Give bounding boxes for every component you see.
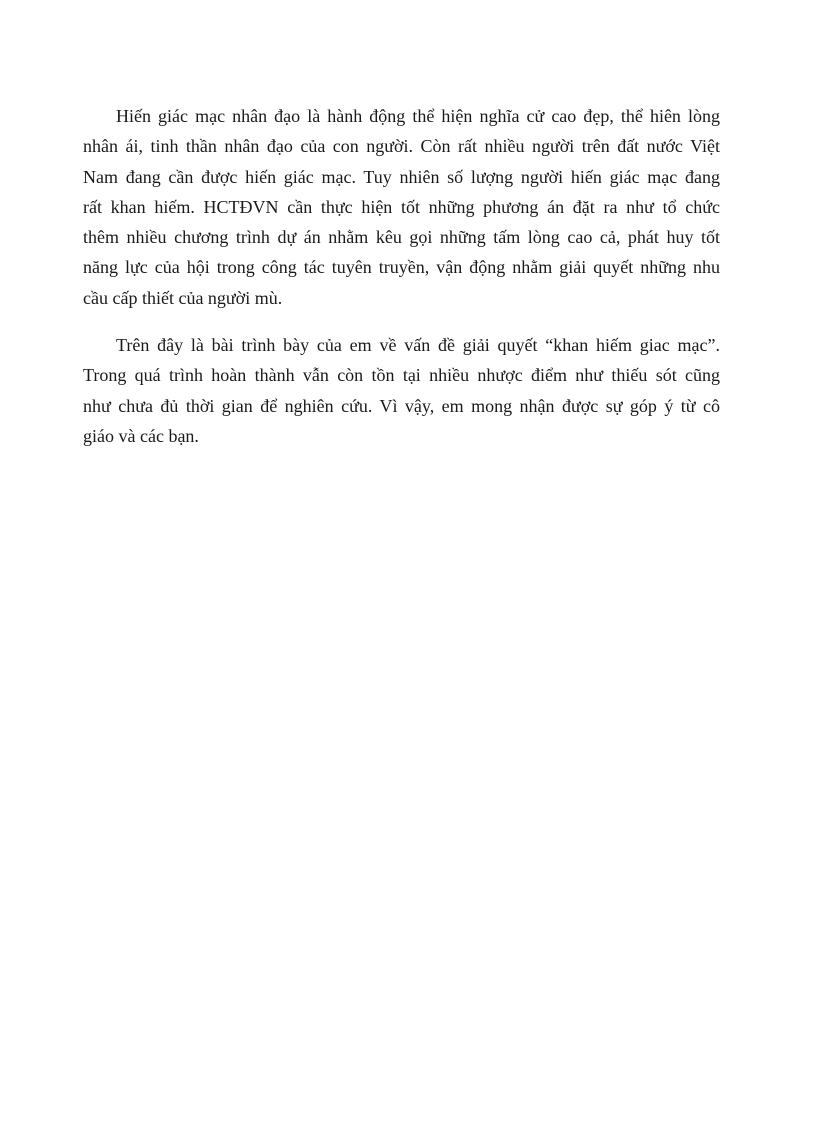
paragraph-line: rất khan hiếm. HCTĐVN cần thực hiện tốt những phương án đặt ra như tổ chức	[83, 196, 720, 217]
paragraph-line: Trên đây là bài trình bày của em về vấn đề giải quyết “khan hiếm giac mạc”.	[116, 335, 720, 356]
paragraph-2	[83, 330, 720, 451]
document-body	[83, 101, 720, 451]
paragraph-line: cầu cấp thiết của người mù.	[83, 287, 283, 308]
paragraph-line: thêm nhiều chương trình dự án nhằm kêu gọi những tấm lòng cao cả, phát huy tốt	[83, 227, 720, 248]
paragraph-1	[83, 101, 720, 313]
paragraph-spacer	[83, 313, 720, 330]
paragraph-line: Trong quá trình hoàn thành vẫn còn tồn tại nhiều nhược điểm như thiếu sót cũng	[83, 365, 720, 386]
paragraph-line: Hiến giác mạc nhân đạo là hành động thể hiện nghĩa cử cao đẹp, thể hiên lòng	[116, 106, 720, 126]
paragraph-line: Nam đang cần được hiến giác mạc. Tuy nhiên số lượng người hiến giác mạc đang	[83, 166, 720, 187]
paragraph-line: như chưa đủ thời gian để nghiên cứu. Vì vậy, em mong nhận được sự góp ý từ cô	[83, 395, 720, 416]
paragraph-line: giáo và các bạn.	[83, 425, 199, 446]
paragraph-line: nhân ái, tinh thần nhân đạo của con người. Còn rất nhiều người trên đất nước Việt	[83, 136, 720, 157]
paragraph-line: năng lực của hội trong công tác tuyên truyền, vận động nhằm giải quyết những nhu	[83, 257, 720, 278]
